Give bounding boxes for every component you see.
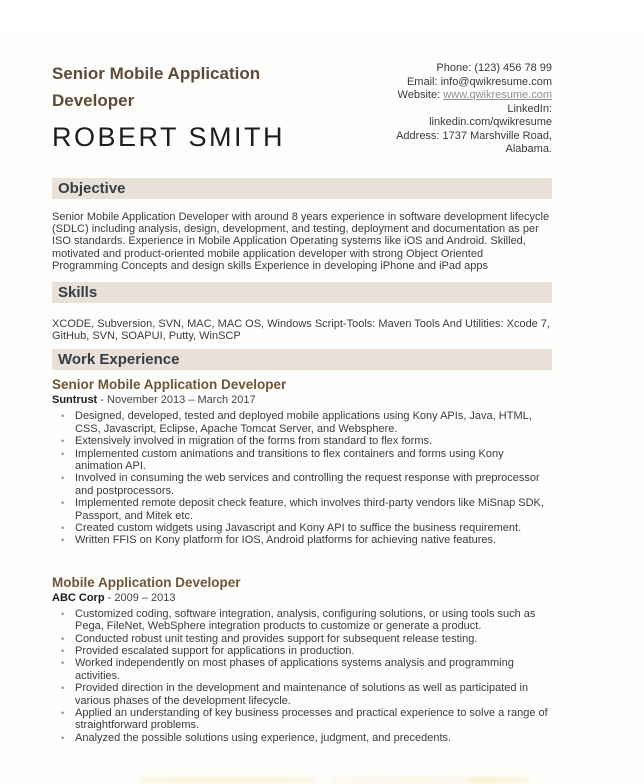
header-title-block bbox=[52, 60, 310, 157]
company-name: ABC Corp bbox=[52, 591, 105, 604]
footer-cutoff-artifact bbox=[468, 777, 530, 784]
job-entry-2 bbox=[52, 575, 552, 744]
resume-content bbox=[0, 30, 644, 744]
bullet-item: • Applied an understanding of key business processes and practical experience to solve a range of straightforward problems. bbox=[52, 707, 552, 732]
bullet-item: • Conducted robust unit testing and provides support for subsequent release testing. bbox=[52, 633, 552, 645]
contact-website bbox=[332, 89, 552, 103]
job-bullet-list bbox=[52, 608, 552, 744]
contact-email: Email: info@qwikresume.com bbox=[406, 75, 552, 88]
job-dates: - November 2013 – March 2017 bbox=[97, 394, 256, 407]
section-heading-work-experience: Work Experience bbox=[52, 349, 552, 370]
contact-website-label: Website: bbox=[397, 89, 444, 101]
job-bullet-list bbox=[52, 410, 552, 546]
bullet-item: • Extensively involved in migration of the forms from standard to flex forms. bbox=[52, 435, 552, 447]
footer-cutoff-artifact bbox=[140, 777, 315, 784]
contact-address-line1: Address: 1737 Marshville Road, bbox=[396, 129, 552, 142]
contact-address-line2: Alabama. bbox=[505, 143, 552, 155]
job-title: Mobile Application Developer bbox=[52, 574, 241, 590]
contact-phone: Phone: (123) 456 78 99 bbox=[436, 62, 552, 74]
contact-linkedin-value: linkedin.com/qwikresume bbox=[429, 116, 552, 128]
resume-role-title: Senior Mobile Application Developer bbox=[52, 64, 261, 110]
bullet-item: • Created custom widgets using Javascript and Kony API to suffice the business requirement. bbox=[52, 522, 552, 534]
job-title: Senior Mobile Application Developer bbox=[52, 377, 287, 393]
section-heading-objective: Objective bbox=[52, 178, 552, 199]
bullet-item: • Designed, developed, tested and deployed mobile applications using Kony APIs, Java, HTML, CSS, Javascript, Eclipse, Apache Tomcat Server, and Websphere. bbox=[52, 410, 552, 435]
bullet-item: • Provided direction in the development and maintenance of solutions as well as participated in various phases of the development lifecycle. bbox=[52, 682, 552, 707]
contact-linkedin-label: LinkedIn: bbox=[507, 102, 552, 115]
website-link[interactable]: www.qwikresume.com bbox=[443, 89, 552, 101]
bullet-item: • Written FFIS on Kony platform for IOS, Android platforms for achieving native features. bbox=[52, 534, 552, 546]
section-heading-skills: Skills bbox=[52, 282, 552, 303]
bullet-item: • Analyzed the possible solutions using experience, judgment, and precedents. bbox=[52, 732, 552, 744]
job-entry-1 bbox=[52, 377, 552, 546]
contact-block bbox=[332, 60, 552, 157]
bullet-item: • Implemented remote deposit check feature, which involves third-party vendors like MiSnap SDK, Passport, and Mitek etc. bbox=[52, 497, 552, 522]
person-name: ROBERT SMITH bbox=[52, 122, 286, 152]
objective-text: Senior Mobile Application Developer with around 8 years experience in software development lifecycle (SDLC) including analysis, design, development, and testing, deployment and documentation as per ISO standards. Experience in Mobile Application Operating systems like iOS and Android. Skilled, motivated and product-oriented mobile application developer with strong Object Oriented Programming Concepts and design skills Experience in developing iPhone and iPad apps bbox=[52, 210, 550, 273]
job-dates: - 2009 – 2013 bbox=[104, 591, 176, 604]
company-name: Suntrust bbox=[52, 394, 98, 407]
job-company-line bbox=[52, 592, 552, 605]
bullet-item: • Involved in consuming the web services and controlling the request response with preprocessor and postprocessors. bbox=[52, 472, 552, 497]
skills-text: XCODE, Subversion, SVN, MAC, MAC OS, Windows Script-Tools: Maven Tools And Utilities: Xcode 7, GitHub, SVN, SOAPUI, Putty, WinSCP bbox=[52, 317, 551, 342]
bullet-item: • Customized coding, software integration, analysis, configuring solutions, or using tools such as Pega, FileNet, WebSphere integration products to customize or generate a product. bbox=[52, 608, 552, 633]
resume-page bbox=[0, 30, 644, 784]
resume-header bbox=[52, 60, 552, 157]
bullet-item: • Worked independently on most phases of applications systems analysis and programming activities. bbox=[52, 657, 552, 682]
job-company-line bbox=[52, 394, 552, 407]
bullet-item: • Provided escalated support for applications in production. bbox=[52, 645, 552, 657]
bullet-item: • Implemented custom animations and transitions to flex containers and forms using Kony animation API. bbox=[52, 448, 552, 473]
